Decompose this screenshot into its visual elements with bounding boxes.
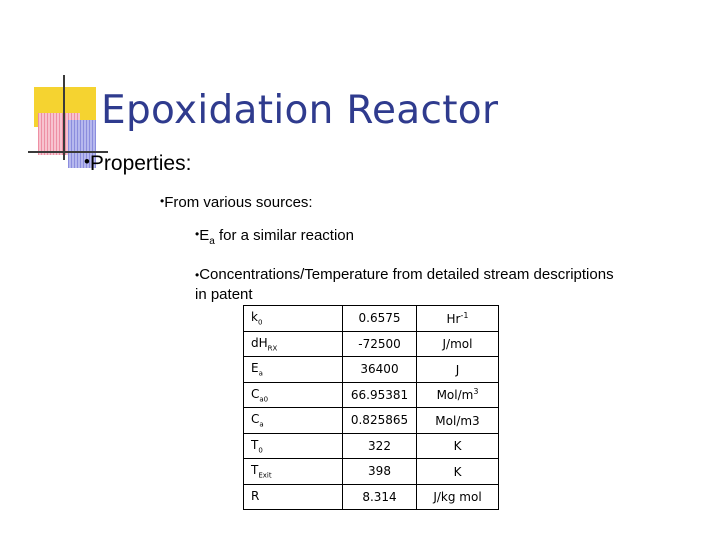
- property-unit: K: [453, 464, 462, 479]
- property-symbol: k: [251, 310, 258, 325]
- decor-vertical-line: [63, 75, 65, 160]
- property-symbol-cell: [244, 484, 343, 510]
- property-value: 398: [343, 459, 417, 485]
- table-row: [244, 357, 499, 383]
- bullet-properties-text: Properties:: [89, 152, 192, 175]
- property-symbol-cell: [244, 382, 343, 408]
- property-symbol-subscript: 0: [257, 318, 263, 327]
- property-symbol-cell: [244, 306, 343, 332]
- property-symbol: C: [251, 412, 260, 427]
- property-unit: Mol/m: [436, 388, 474, 403]
- bullet-sources: •From various sources:: [160, 194, 313, 211]
- property-value: 322: [343, 433, 417, 459]
- bullet-concentrations: •Concentrations/Temperature from detailed stream descriptions in patent: [195, 266, 614, 303]
- property-symbol-cell: [244, 357, 343, 383]
- property-symbol-subscript: RX: [267, 343, 278, 352]
- property-symbol-subscript: 0: [258, 445, 263, 454]
- property-symbol: R: [251, 488, 260, 503]
- property-value: -72500: [343, 331, 417, 357]
- property-value: 8.314: [343, 484, 417, 510]
- table-row: [244, 459, 499, 485]
- bullet-properties: •Properties:: [84, 152, 192, 175]
- property-unit: Hr: [446, 311, 461, 326]
- slide-title: Epoxidation Reactor: [101, 88, 499, 133]
- property-unit-cell: [417, 459, 499, 485]
- property-unit-cell: [417, 433, 499, 459]
- properties-table: [243, 305, 499, 510]
- property-unit: J: [455, 362, 460, 377]
- property-symbol-subscript: Exit: [258, 471, 272, 480]
- property-symbol-cell: [244, 331, 343, 357]
- property-value: 0.825865: [343, 408, 417, 434]
- property-unit-cell: [417, 331, 499, 357]
- bullet-ea-subscript: a: [209, 236, 215, 247]
- property-symbol-cell: [244, 408, 343, 434]
- table-row: [244, 484, 499, 510]
- property-unit-cell: [417, 408, 499, 434]
- property-symbol-cell: [244, 459, 343, 485]
- property-symbol-subscript: a0: [259, 394, 269, 403]
- property-unit-cell: [417, 357, 499, 383]
- property-unit-cell: [417, 382, 499, 408]
- property-unit-cell: [417, 484, 499, 510]
- property-unit: K: [453, 439, 462, 454]
- table-row: [244, 306, 499, 332]
- bullet-activation-energy: $^•E_a$ for a similar reaction: [195, 227, 354, 247]
- bullet-ea-text: for a similar reaction: [214, 227, 354, 244]
- table-row: [244, 408, 499, 434]
- property-value: 0.6575: [343, 306, 417, 332]
- property-unit-superscript: -1: [460, 310, 469, 320]
- property-unit-cell: [417, 306, 499, 332]
- property-unit: J/kg mol: [433, 490, 482, 505]
- table-row: [244, 433, 499, 459]
- property-symbol-cell: [244, 433, 343, 459]
- property-symbol: E: [251, 361, 259, 376]
- property-value: 66.95381: [343, 382, 417, 408]
- table-row: [244, 382, 499, 408]
- properties-table-body: [244, 306, 499, 510]
- table-row: [244, 331, 499, 357]
- bullet-sources-text: From various sources:: [164, 194, 313, 211]
- bullet-ea-symbol: E: [199, 227, 210, 244]
- property-unit: Mol/m3: [435, 413, 480, 428]
- property-value: 36400: [343, 357, 417, 383]
- property-symbol-subscript: a: [259, 420, 264, 429]
- property-unit-superscript: 3: [473, 387, 479, 397]
- property-symbol: C: [251, 386, 260, 401]
- bullet-concentrations-text: Concentrations/Temperature from detailed stream descriptions in patent: [195, 266, 614, 303]
- property-symbol: T: [251, 463, 259, 478]
- property-unit: J/mol: [442, 337, 473, 352]
- property-symbol: dH: [251, 335, 268, 350]
- property-symbol-subscript: a: [258, 369, 263, 378]
- property-symbol: T: [251, 437, 259, 452]
